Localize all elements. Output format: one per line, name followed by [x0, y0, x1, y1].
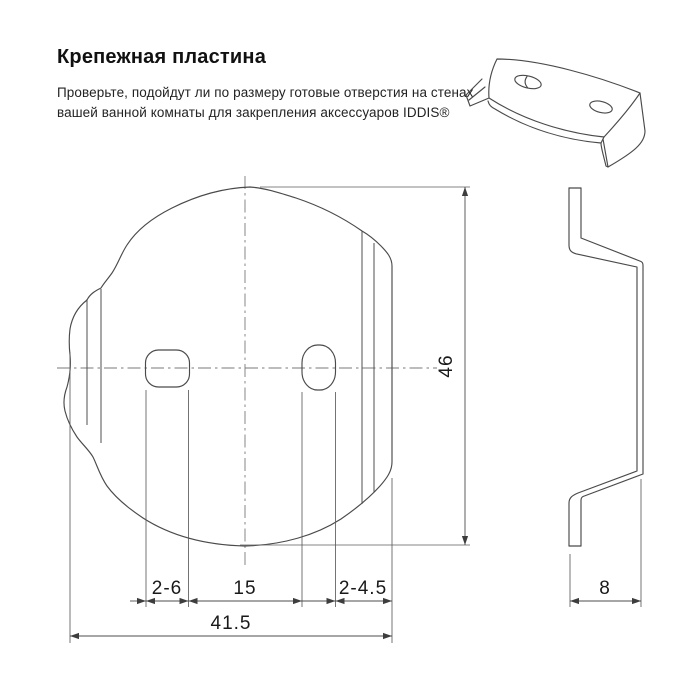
- left-mounting-slot: [146, 350, 190, 387]
- dimension-annotations: [70, 187, 641, 643]
- subtitle-line-2: вашей ванной комнаты для закрепления аксессуаров IDDIS®: [57, 105, 450, 120]
- side-profile-outer-surface: [581, 188, 643, 546]
- isometric-view: [466, 59, 645, 167]
- dimension-label-plate-width: 41.5: [210, 613, 252, 634]
- right-mounting-hole: [302, 345, 336, 390]
- page-title: Крепежная пластина: [57, 46, 267, 68]
- iso-hole-left-depth: [525, 77, 527, 88]
- dimension-label-slot-width: 2-6: [151, 578, 183, 599]
- dimension-label-hole-spacing: 15: [233, 578, 257, 599]
- dimension-label-hole-width: 2-4.5: [338, 578, 388, 599]
- dimension-label-plate-height: 46: [436, 354, 457, 378]
- subtitle-line-1: Проверьте, подойдут ли по размеру готовые отверстия на стенах: [57, 85, 474, 100]
- side-view: [569, 188, 643, 546]
- side-profile-wall-surface: [569, 188, 637, 546]
- dimension-label-plate-depth: 8: [599, 578, 611, 599]
- front-view: [57, 176, 437, 566]
- plate-outline: [64, 187, 392, 546]
- iso-hole-left: [513, 73, 542, 91]
- iso-hole-right: [589, 99, 614, 115]
- iso-top-face: [489, 59, 640, 137]
